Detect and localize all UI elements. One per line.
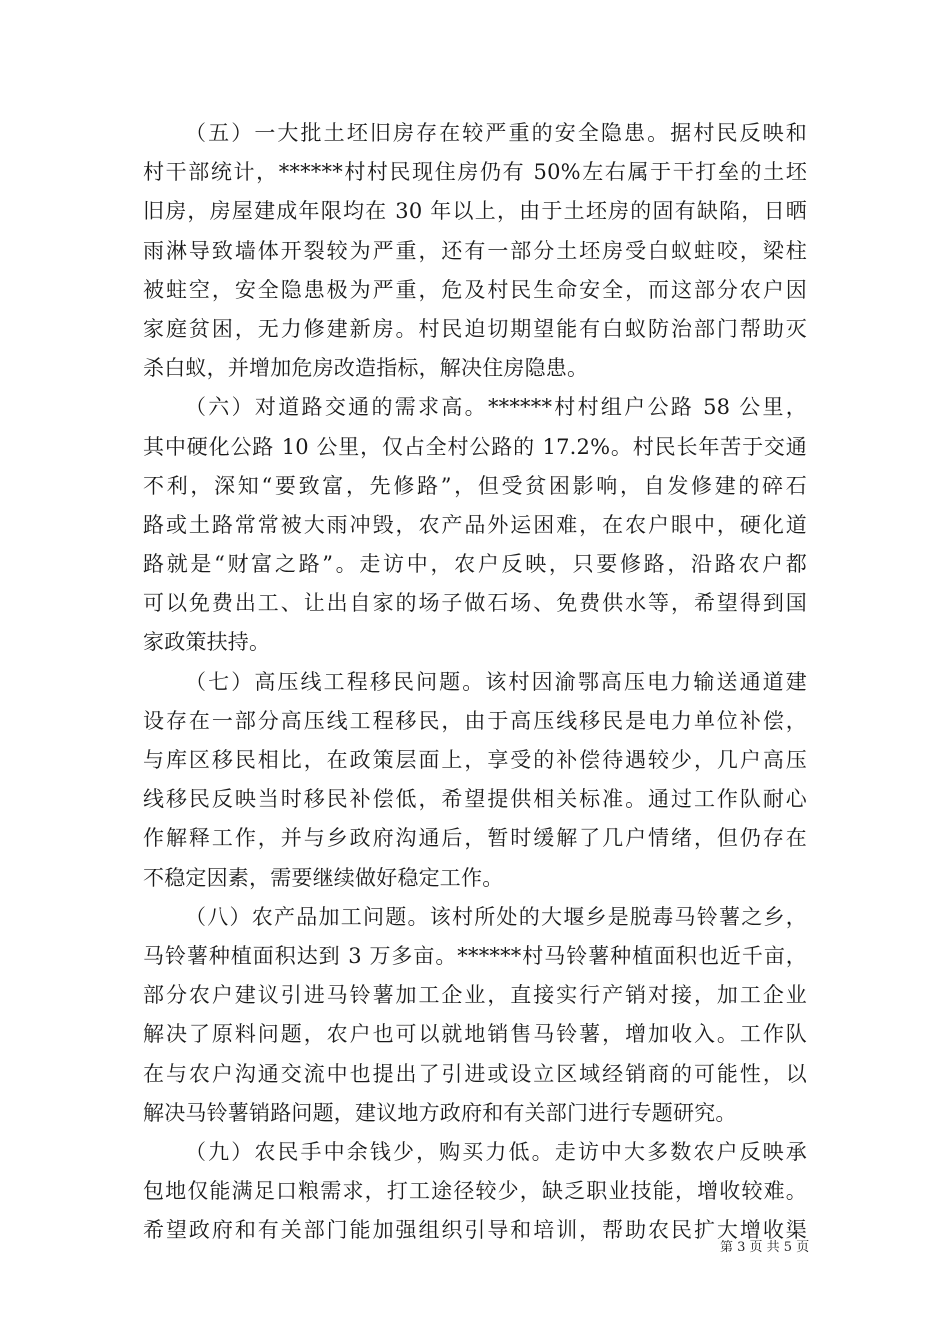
paragraph-line: 解决了原料问题，农户也可以就地销售马铃薯，增加收入。工作队 [143,1022,807,1047]
paragraph-line: 解决马铃薯销路问题，建议地方政府和有关部门进行专题研究。 [143,1100,737,1125]
paragraph-line: 路就是“财富之路”。走访中，农户反映，只要修路，沿路农户都 [143,552,807,577]
paragraph-line: 线移民反映当时移民补偿低，希望提供相关标准。通过工作队耐心 [143,787,807,812]
paragraph-line: 家庭贫困，无力修建新房。村民迫切期望能有白蚁防治部门帮助灭 [143,316,807,341]
document-body [143,114,807,1250]
paragraph-line: 其中硬化公路 10 公里，仅占全村公路的 17.2%。村民长年苦于交通 [143,434,807,459]
paragraph-line: 杀白蚁，并增加危房改造指标，解决住房隐患。 [143,356,589,381]
page-number-footer: 第 3 页 共 5 页 [720,1240,810,1255]
paragraph-line: 不利，深知“要致富，先修路”，但受贫困影响，自发修建的碎石 [143,473,807,498]
paragraph-line: 设存在一部分高压线工程移民，由于高压线移民是电力单位补偿， [143,708,807,733]
paragraph-first-line: （六）对道路交通的需求高。******村村组户公路 58 公里， [185,395,807,420]
paragraph-line: 村干部统计，******村村民现住房仍有 50%左右属于干打垒的土坯 [143,160,807,185]
paragraph-line: 作解释工作，并与乡政府沟通后，暂时缓解了几户情绪，但仍存在 [143,826,807,851]
paragraph-line: 路或土路常常被大雨冲毁，农产品外运困难，在农户眼中，硬化道 [143,512,807,537]
paragraph-line: 不稳定因素，需要继续做好稳定工作。 [143,865,504,890]
paragraph-line: 希望政府和有关部门能加强组织引导和培训，帮助农民扩大增收渠 [143,1218,807,1243]
paragraph-line: 在与农户沟通交流中也提出了引进或设立区域经销商的可能性，以 [143,1061,807,1086]
paragraph-first-line: （七）高压线工程移民问题。该村因渝鄂高压电力输送通道建 [185,669,807,694]
paragraph-line: 家政策扶持。 [143,630,271,655]
paragraph-first-line: （九）农民手中余钱少，购买力低。走访中大多数农户反映承 [185,1139,807,1164]
paragraph-first-line: （五）一大批土坯旧房存在较严重的安全隐患。据村民反映和 [185,121,807,145]
paragraph-line: 部分农户建议引进马铃薯加工企业，直接实行产销对接，加工企业 [143,983,807,1008]
paragraph-line: 旧房，房屋建成年限均在 30 年以上，由于土坯房的固有缺陷，日晒 [143,199,807,224]
paragraph-line: 雨淋导致墙体开裂较为严重，还有一部分土坯房受白蚁蛀咬，梁柱 [143,238,807,263]
paragraph-line: 包地仅能满足口粮需求，打工途径较少，缺乏职业技能，增收较难。 [143,1179,807,1204]
paragraph-line: 可以免费出工、让出自家的场子做石场、免费供水等，希望得到国 [143,591,807,616]
paragraph-line: 被蛀空，安全隐患极为严重，危及村民生命安全，而这部分农户因 [143,277,807,302]
paragraph-first-line: （八）农产品加工问题。该村所处的大堰乡是脱毒马铃薯之乡， [185,904,807,929]
paragraph-line: 马铃薯种植面积达到 3 万多亩。******村马铃薯种植面积也近千亩， [143,943,807,968]
paragraph-line: 与库区移民相比，在政策层面上，享受的补偿待遇较少，几户高压 [143,748,807,772]
